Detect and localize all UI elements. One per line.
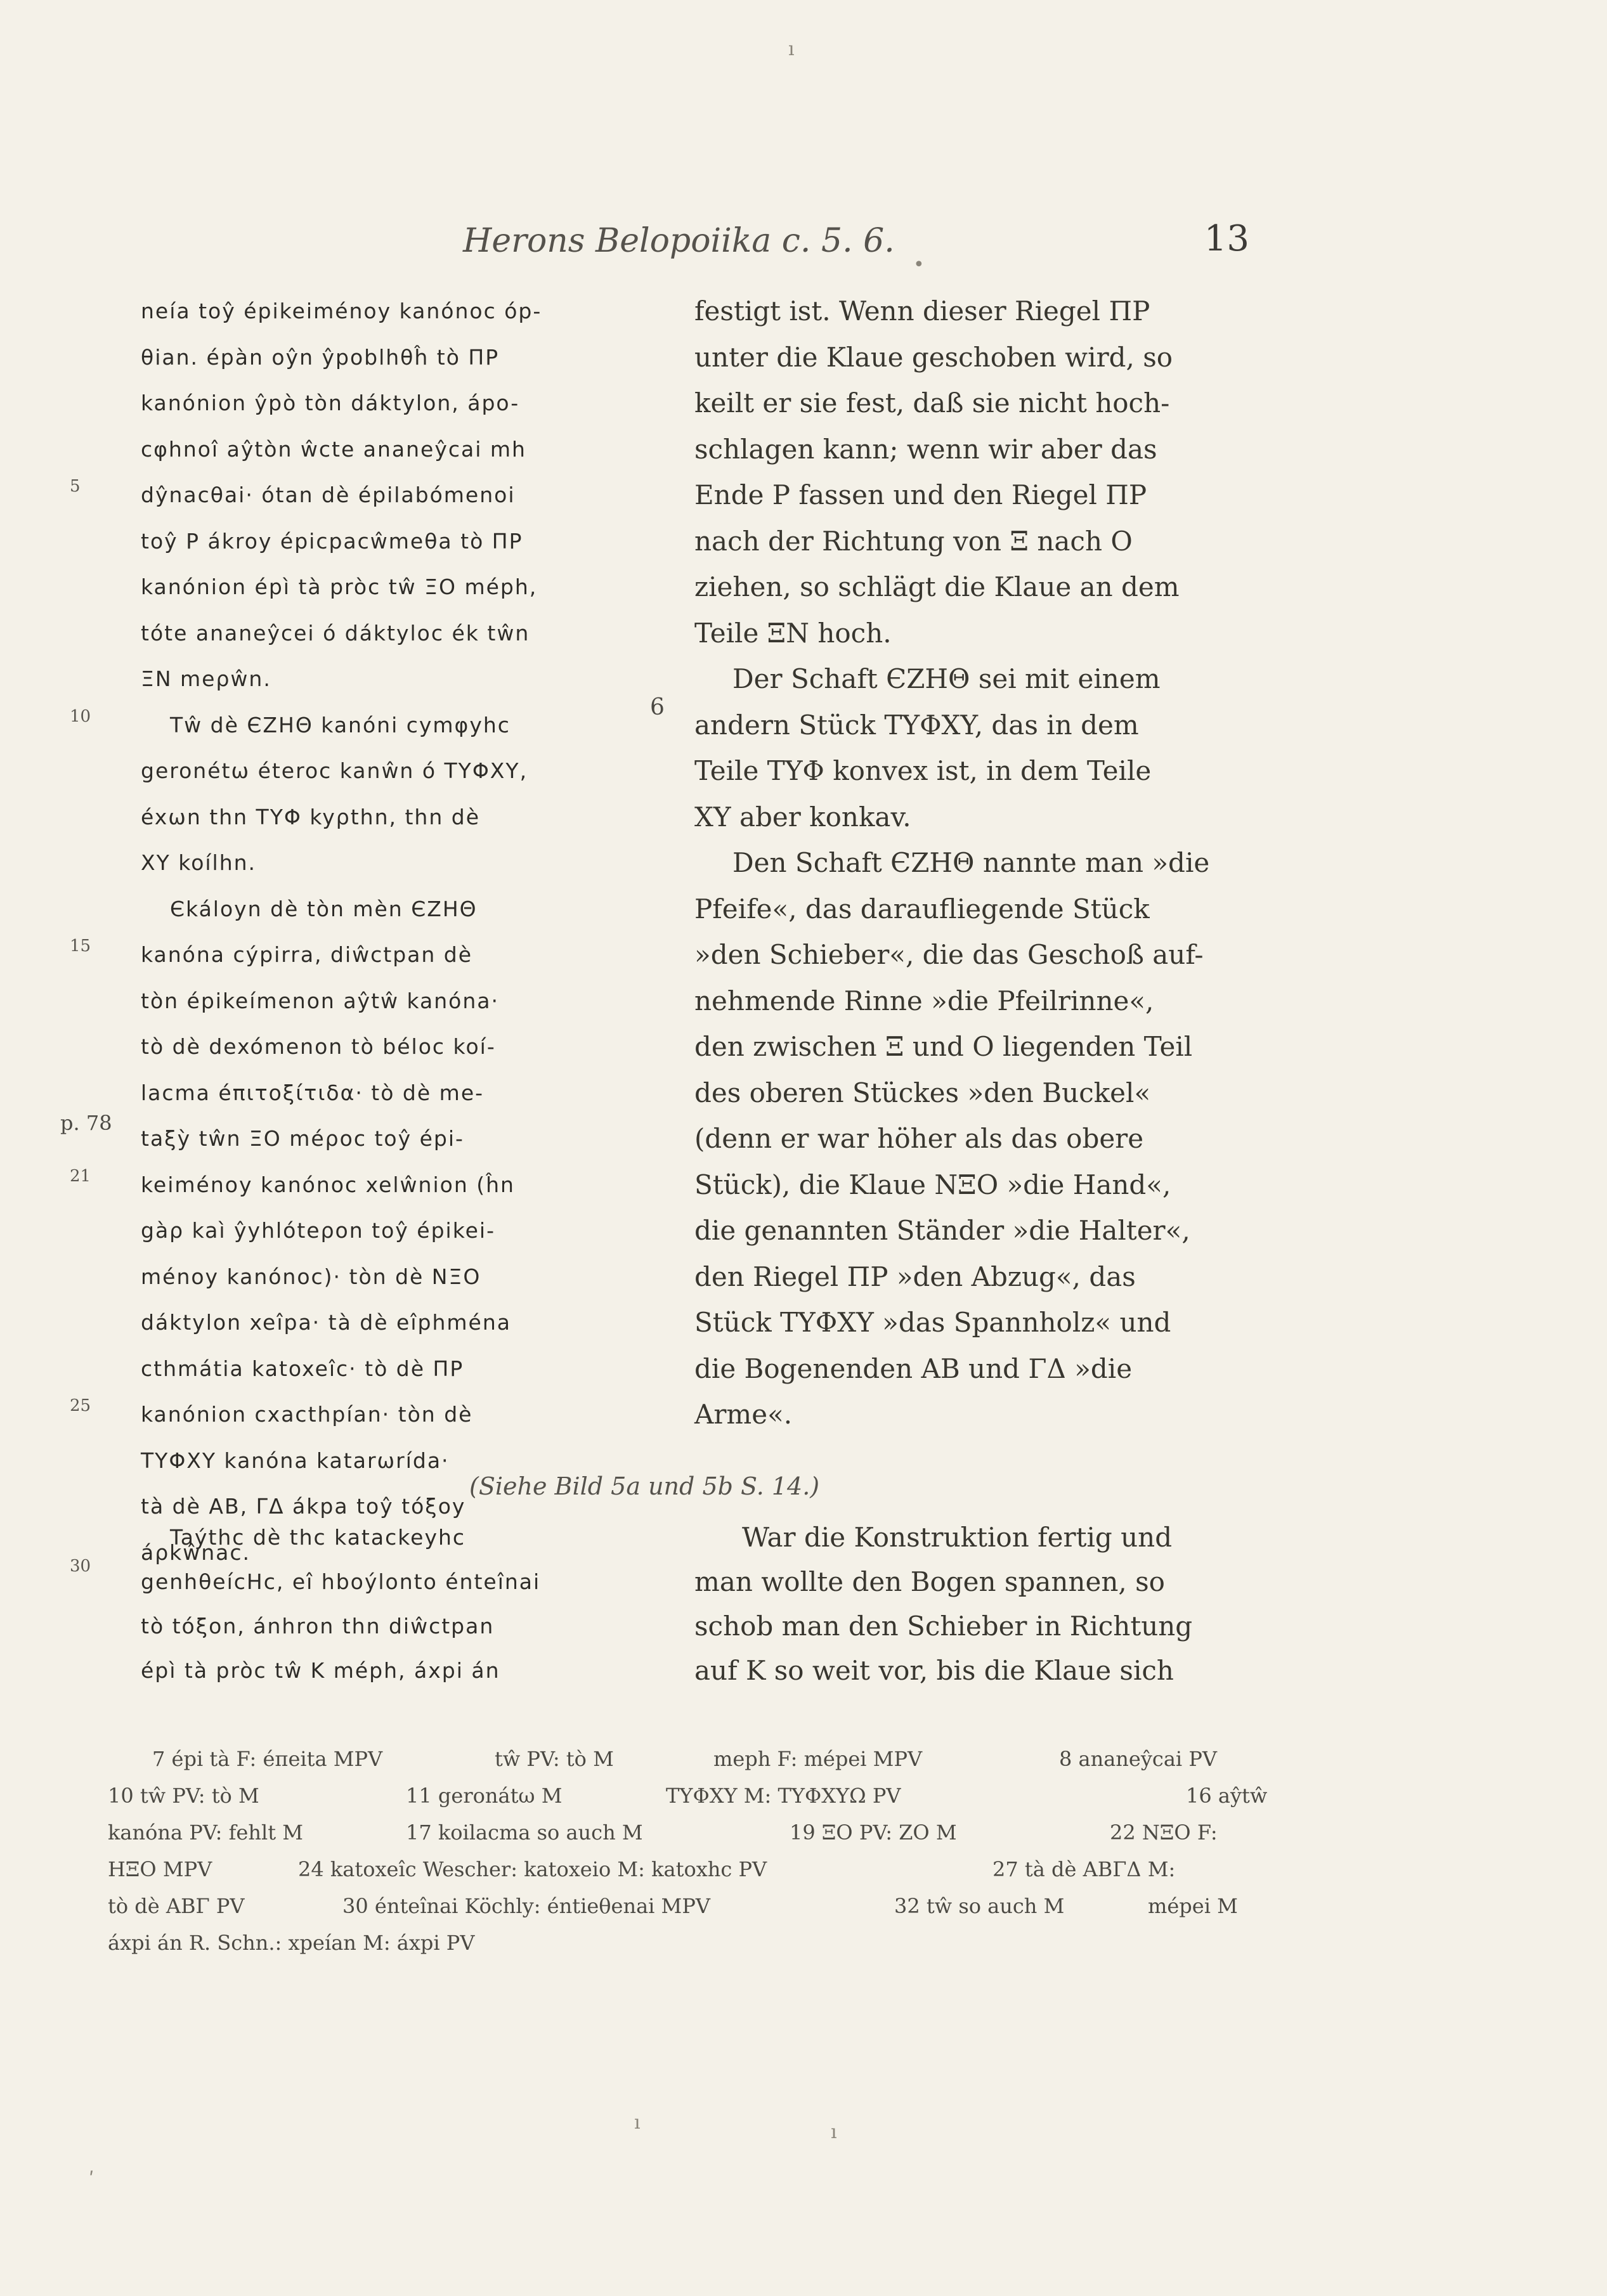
- greek-line: kanónion ŷpò tòn dáktylon, ápo-: [141, 391, 520, 415]
- german-line: War die Konstruktion fertig und: [742, 1522, 1173, 1553]
- line-number: 30: [70, 1557, 91, 1576]
- greek-line: épì tà pròc tŵ K méph, áxpi án: [141, 1658, 500, 1683]
- greek-line: θian. épàn oŷn ŷpoblhθĥ tò ΠP: [141, 344, 500, 370]
- apparatus-entry: HΞO MPV: [108, 1857, 212, 1881]
- apparatus-entry: 27 tà dè ABΓΔ M:: [992, 1857, 1176, 1881]
- greek-line: tóte ananeŷcei ó dáktyloc ék tŵn: [141, 620, 530, 645]
- line-number: 15: [70, 937, 91, 956]
- greek-line: XY koílhn.: [141, 850, 257, 875]
- running-title: Herons Belopoiika c. 5. 6.: [463, 222, 895, 260]
- greek-line: keiménoy kanónoc xelŵnion (ĥn: [141, 1172, 515, 1197]
- greek-line: tò dè dexómenon tò béloc koí-: [141, 1034, 496, 1059]
- apparatus-entry: 19 ΞO PV: ZO M: [790, 1820, 957, 1845]
- greek-line: cthmátia katoxeîc· tò dè ΠP: [141, 1356, 464, 1381]
- german-line: Ende P fassen und den Riegel ΠP: [694, 479, 1147, 510]
- page-number: 13: [1204, 218, 1249, 259]
- apparatus-line: [108, 1888, 1522, 1924]
- greek-line: gàρ kaì ŷyhlóteρon toŷ épikei-: [141, 1218, 496, 1243]
- apparatus-line: [108, 1924, 1522, 1961]
- apparatus-entry: 8 ananeŷcai PV: [1059, 1747, 1217, 1771]
- line-number: 5: [70, 477, 81, 496]
- german-line: Stück TYΦXY »das Spannholz« und: [694, 1307, 1171, 1338]
- greek-line: Tŵ dè ЄZHΘ kanóni cymφyhc: [170, 712, 511, 737]
- german-line: »den Schieber«, die das Geschoß auf-: [694, 939, 1204, 970]
- german-line: den zwischen Ξ und O liegenden Teil: [694, 1031, 1193, 1062]
- greek-text-column-2: [141, 1515, 648, 1693]
- apparatus-entry: tò dè ABΓ PV: [108, 1894, 245, 1918]
- german-line: nehmende Rinne »die Pfeilrinne«,: [694, 985, 1154, 1016]
- apparatus-entry: meph F: mépei MPV: [713, 1747, 923, 1771]
- german-line: Teile ΞN hoch.: [694, 617, 892, 649]
- german-line: Der Schaft ЄZHΘ sei mit einem: [732, 663, 1161, 694]
- apparatus-entry: 30 énteînai Köchly: éntieθenai MPV: [342, 1894, 710, 1918]
- german-line: nach der Richtung von Ξ nach O: [694, 525, 1133, 557]
- apparatus-entry: mépei M: [1148, 1894, 1238, 1918]
- german-line: Teile TYΦ konvex ist, in dem Teile: [694, 755, 1152, 786]
- german-line: Arme«.: [694, 1399, 793, 1430]
- greek-line: kanónion épì tà pròc tŵ ΞO méph,: [141, 574, 538, 599]
- apparatus-entry: áxpi án R. Schn.: xpeían M: áxpi PV: [108, 1931, 475, 1955]
- figure-reference: (Siehe Bild 5a und 5b S. 14.): [469, 1472, 820, 1500]
- margin-page-reference: p. 78: [60, 1111, 112, 1135]
- german-line: man wollte den Bogen spannen, so: [694, 1566, 1165, 1597]
- apparatus-entry: 16 aŷtŵ: [1186, 1784, 1268, 1808]
- greek-line: éxωn thn TYΦ kyρthn, thn dè: [141, 804, 480, 829]
- greek-line: lacma éπιτοξίτιδα· tò dè me-: [141, 1080, 485, 1105]
- critical-apparatus: [108, 1741, 1522, 1961]
- greek-line: dŷnacθai· ótan dè épilabómenoi: [141, 483, 516, 507]
- greek-line: tòn épikeímenon aŷtŵ kanóna·: [141, 988, 499, 1013]
- german-line: (denn er war höher als das obere: [694, 1123, 1144, 1154]
- greek-line: neía toŷ épikeiménoy kanónoc óp-: [141, 299, 542, 323]
- section-number: 6: [650, 694, 665, 720]
- apparatus-entry: 17 koilacma so auch M: [406, 1820, 643, 1845]
- german-line: unter die Klaue geschoben wird, so: [694, 341, 1173, 373]
- apparatus-line: [108, 1777, 1522, 1814]
- german-text-column: [694, 289, 1265, 1438]
- greek-line: tò tóξon, ánhron thn diŵctpan: [141, 1614, 495, 1638]
- apparatus-entry: 22 NΞO F:: [1110, 1820, 1218, 1845]
- apparatus-entry: tŵ PV: tò M: [495, 1747, 614, 1771]
- print-speck: ʹ: [89, 2169, 94, 2191]
- greek-line: genhθeícHc, eî hboýlonto énteînai: [141, 1569, 541, 1594]
- german-line: Stück), die Klaue NΞO »die Hand«,: [694, 1169, 1171, 1200]
- german-line: Den Schaft ЄZHΘ nannte man »die: [732, 847, 1210, 878]
- german-text-column-2: [694, 1515, 1265, 1693]
- german-line: keilt er sie fest, daß sie nicht hoch-: [694, 387, 1170, 418]
- greek-line: dáktylon xeîpa· tà dè eîphména: [141, 1310, 511, 1335]
- german-line: ziehen, so schlägt die Klaue an dem: [694, 571, 1180, 602]
- greek-line: TYΦXY kanóna katarωrída·: [141, 1448, 450, 1473]
- greek-line: kanóna cýpirra, diŵctpan dè: [141, 942, 473, 967]
- greek-line: Taýthc dè thc katackeyhc: [170, 1525, 466, 1550]
- print-speck: ı: [634, 2111, 641, 2134]
- line-number: 21: [70, 1167, 91, 1186]
- apparatus-entry: 24 katoxeîc Wescher: katoxeio M: katoxhc PV: [298, 1857, 767, 1881]
- apparatus-entry: 7 épi tà F: éπeita MPV: [152, 1747, 383, 1771]
- german-line: schlagen kann; wenn wir aber das: [694, 433, 1157, 465]
- line-number: 10: [70, 707, 91, 726]
- german-line: schob man den Schieber in Richtung: [694, 1611, 1193, 1642]
- apparatus-entry: TYΦXY M: TYΦXYΩ PV: [666, 1784, 901, 1808]
- greek-line: kanónion cxacthpían· tòn dè: [141, 1402, 473, 1427]
- apparatus-entry: kanóna PV: fehlt M: [108, 1820, 303, 1845]
- greek-line: geronétω éteroc kanŵn ó TYΦXY,: [141, 758, 528, 783]
- print-speck: •: [913, 254, 925, 276]
- greek-line: Єkáloyn dè tòn mèn ЄZHΘ: [170, 896, 478, 921]
- german-line: die Bogenenden AB und ΓΔ »die: [694, 1352, 1133, 1384]
- german-line: XY aber konkav.: [694, 801, 911, 833]
- print-speck: ı: [831, 2121, 837, 2143]
- greek-line: ΞN meρŵn.: [141, 666, 271, 691]
- german-line: festigt ist. Wenn dieser Riegel ΠP: [694, 295, 1150, 327]
- apparatus-entry: 32 tŵ so auch M: [894, 1894, 1065, 1918]
- greek-line: tà dè AB, ΓΔ ákpa toŷ tóξoy: [141, 1494, 466, 1519]
- greek-line: cφhnoî aŷtòn ŵcte ananeŷcai mh: [141, 436, 526, 462]
- apparatus-line: [108, 1741, 1522, 1777]
- greek-text-column: [141, 289, 648, 1576]
- german-line: des oberen Stückes »den Buckel«: [694, 1077, 1151, 1108]
- line-number: 25: [70, 1396, 91, 1415]
- apparatus-entry: 10 tŵ PV: tò M: [108, 1784, 259, 1808]
- german-line: auf K so weit vor, bis die Klaue sich: [694, 1655, 1174, 1686]
- german-line: andern Stück TYΦXY, das in dem: [694, 709, 1139, 741]
- greek-line: toŷ P ákroy épicpacŵmeθa tò ΠP: [141, 528, 523, 554]
- greek-line: áρkŵnac.: [141, 1540, 251, 1565]
- greek-line: taξỳ tŵn ΞO méρoc toŷ épi-: [141, 1126, 464, 1151]
- greek-line: ménoy kanónoc)· tòn dè NΞO: [141, 1264, 481, 1289]
- apparatus-entry: 11 geronátω M: [406, 1784, 563, 1808]
- apparatus-line: [108, 1814, 1522, 1851]
- german-line: die genannten Ständer »die Halter«,: [694, 1215, 1190, 1246]
- german-line: den Riegel ΠP »den Abzug«, das: [694, 1261, 1136, 1292]
- apparatus-line: [108, 1851, 1522, 1888]
- running-header: [444, 216, 1249, 266]
- german-line: Pfeife«, das daraufliegende Stück: [694, 893, 1150, 924]
- print-speck: ı: [788, 38, 795, 60]
